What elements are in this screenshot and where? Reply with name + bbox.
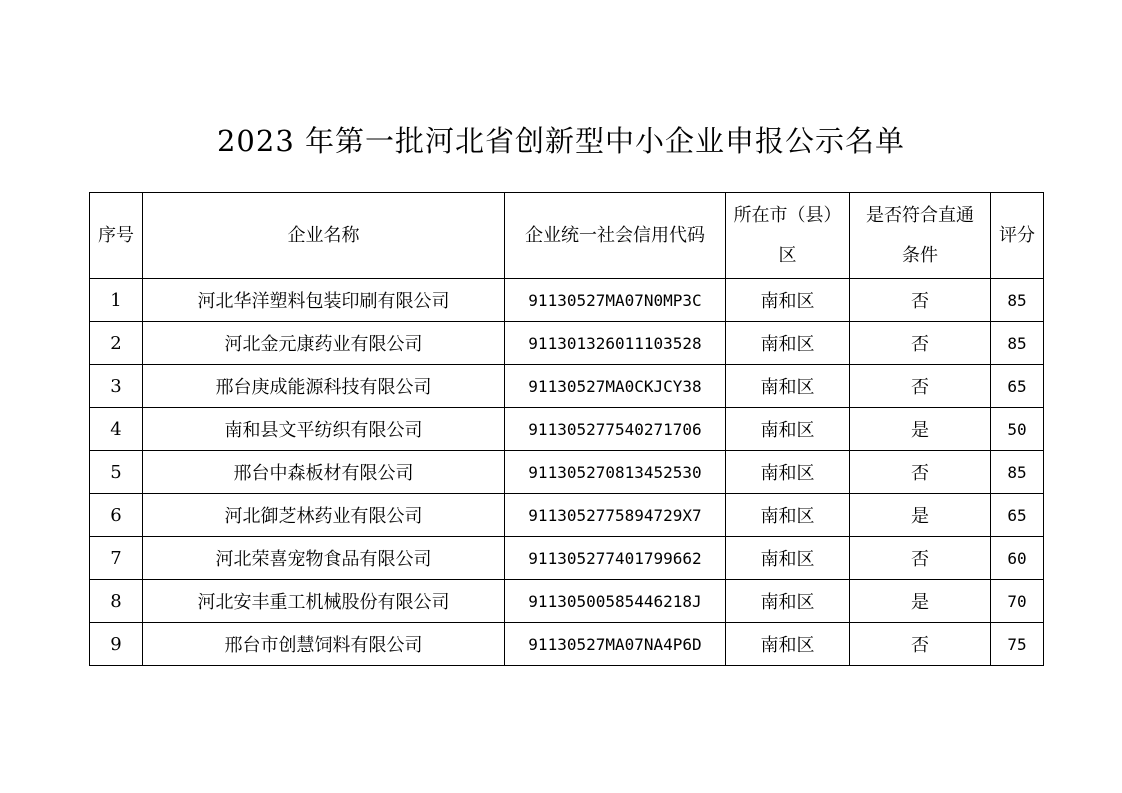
- cell-index: 3: [90, 365, 143, 408]
- cell-credit-code: 91130527MA07NA4P6D: [505, 623, 726, 666]
- header-score: 评分: [991, 193, 1044, 279]
- table-row: [90, 322, 1044, 365]
- cell-credit-code: 911305277540271706: [505, 408, 726, 451]
- cell-company-name: 河北荣喜宠物食品有限公司: [143, 537, 505, 580]
- cell-eligible: 否: [850, 365, 991, 408]
- cell-score: 85: [991, 279, 1044, 322]
- table-row: [90, 365, 1044, 408]
- table-row: [90, 623, 1044, 666]
- cell-eligible: 否: [850, 623, 991, 666]
- cell-credit-code: 91130527MA0CKJCY38: [505, 365, 726, 408]
- cell-district: 南和区: [726, 494, 850, 537]
- cell-index: 9: [90, 623, 143, 666]
- cell-score: 65: [991, 365, 1044, 408]
- table-row: [90, 494, 1044, 537]
- cell-eligible: 否: [850, 537, 991, 580]
- cell-eligible: 否: [850, 279, 991, 322]
- cell-eligible: 否: [850, 451, 991, 494]
- cell-district: 南和区: [726, 623, 850, 666]
- cell-eligible: 是: [850, 408, 991, 451]
- cell-index: 8: [90, 580, 143, 623]
- cell-credit-code: 91130527MA07N0MP3C: [505, 279, 726, 322]
- header-district: 所在市（县）区: [726, 193, 850, 279]
- cell-score: 85: [991, 451, 1044, 494]
- cell-district: 南和区: [726, 365, 850, 408]
- cell-district: 南和区: [726, 537, 850, 580]
- cell-district: 南和区: [726, 322, 850, 365]
- cell-company-name: 邢台市创慧饲料有限公司: [143, 623, 505, 666]
- header-index: 序号: [90, 193, 143, 279]
- header-code: 企业统一社会信用代码: [505, 193, 726, 279]
- cell-index: 6: [90, 494, 143, 537]
- cell-district: 南和区: [726, 580, 850, 623]
- cell-credit-code: 911301326011103528: [505, 322, 726, 365]
- cell-company-name: 邢台庚成能源科技有限公司: [143, 365, 505, 408]
- cell-eligible: 否: [850, 322, 991, 365]
- cell-credit-code: 91130500585446218J: [505, 580, 726, 623]
- cell-credit-code: 911305270813452530: [505, 451, 726, 494]
- cell-eligible: 是: [850, 494, 991, 537]
- cell-score: 75: [991, 623, 1044, 666]
- cell-score: 65: [991, 494, 1044, 537]
- cell-index: 7: [90, 537, 143, 580]
- table-row: [90, 537, 1044, 580]
- cell-company-name: 河北金元康药业有限公司: [143, 322, 505, 365]
- table-header-row: [90, 193, 1044, 279]
- cell-index: 4: [90, 408, 143, 451]
- cell-district: 南和区: [726, 451, 850, 494]
- page-title: 2023 年第一批河北省创新型中小企业申报公示名单: [216, 124, 906, 158]
- table-row: [90, 451, 1044, 494]
- header-eligible: 是否符合直通条件: [850, 193, 991, 279]
- cell-score: 50: [991, 408, 1044, 451]
- cell-credit-code: 9113052775894729X7: [505, 494, 726, 537]
- cell-credit-code: 911305277401799662: [505, 537, 726, 580]
- cell-district: 南和区: [726, 408, 850, 451]
- cell-score: 60: [991, 537, 1044, 580]
- cell-index: 5: [90, 451, 143, 494]
- table-row: [90, 408, 1044, 451]
- table-row: [90, 580, 1044, 623]
- cell-score: 85: [991, 322, 1044, 365]
- cell-company-name: 河北安丰重工机械股份有限公司: [143, 580, 505, 623]
- enterprise-table: [89, 192, 1044, 666]
- cell-index: 2: [90, 322, 143, 365]
- cell-company-name: 河北华洋塑料包装印刷有限公司: [143, 279, 505, 322]
- cell-district: 南和区: [726, 279, 850, 322]
- cell-company-name: 邢台中森板材有限公司: [143, 451, 505, 494]
- cell-company-name: 南和县文平纺织有限公司: [143, 408, 505, 451]
- cell-index: 1: [90, 279, 143, 322]
- cell-eligible: 是: [850, 580, 991, 623]
- cell-company-name: 河北御芝林药业有限公司: [143, 494, 505, 537]
- cell-score: 70: [991, 580, 1044, 623]
- header-name: 企业名称: [143, 193, 505, 279]
- table-row: [90, 279, 1044, 322]
